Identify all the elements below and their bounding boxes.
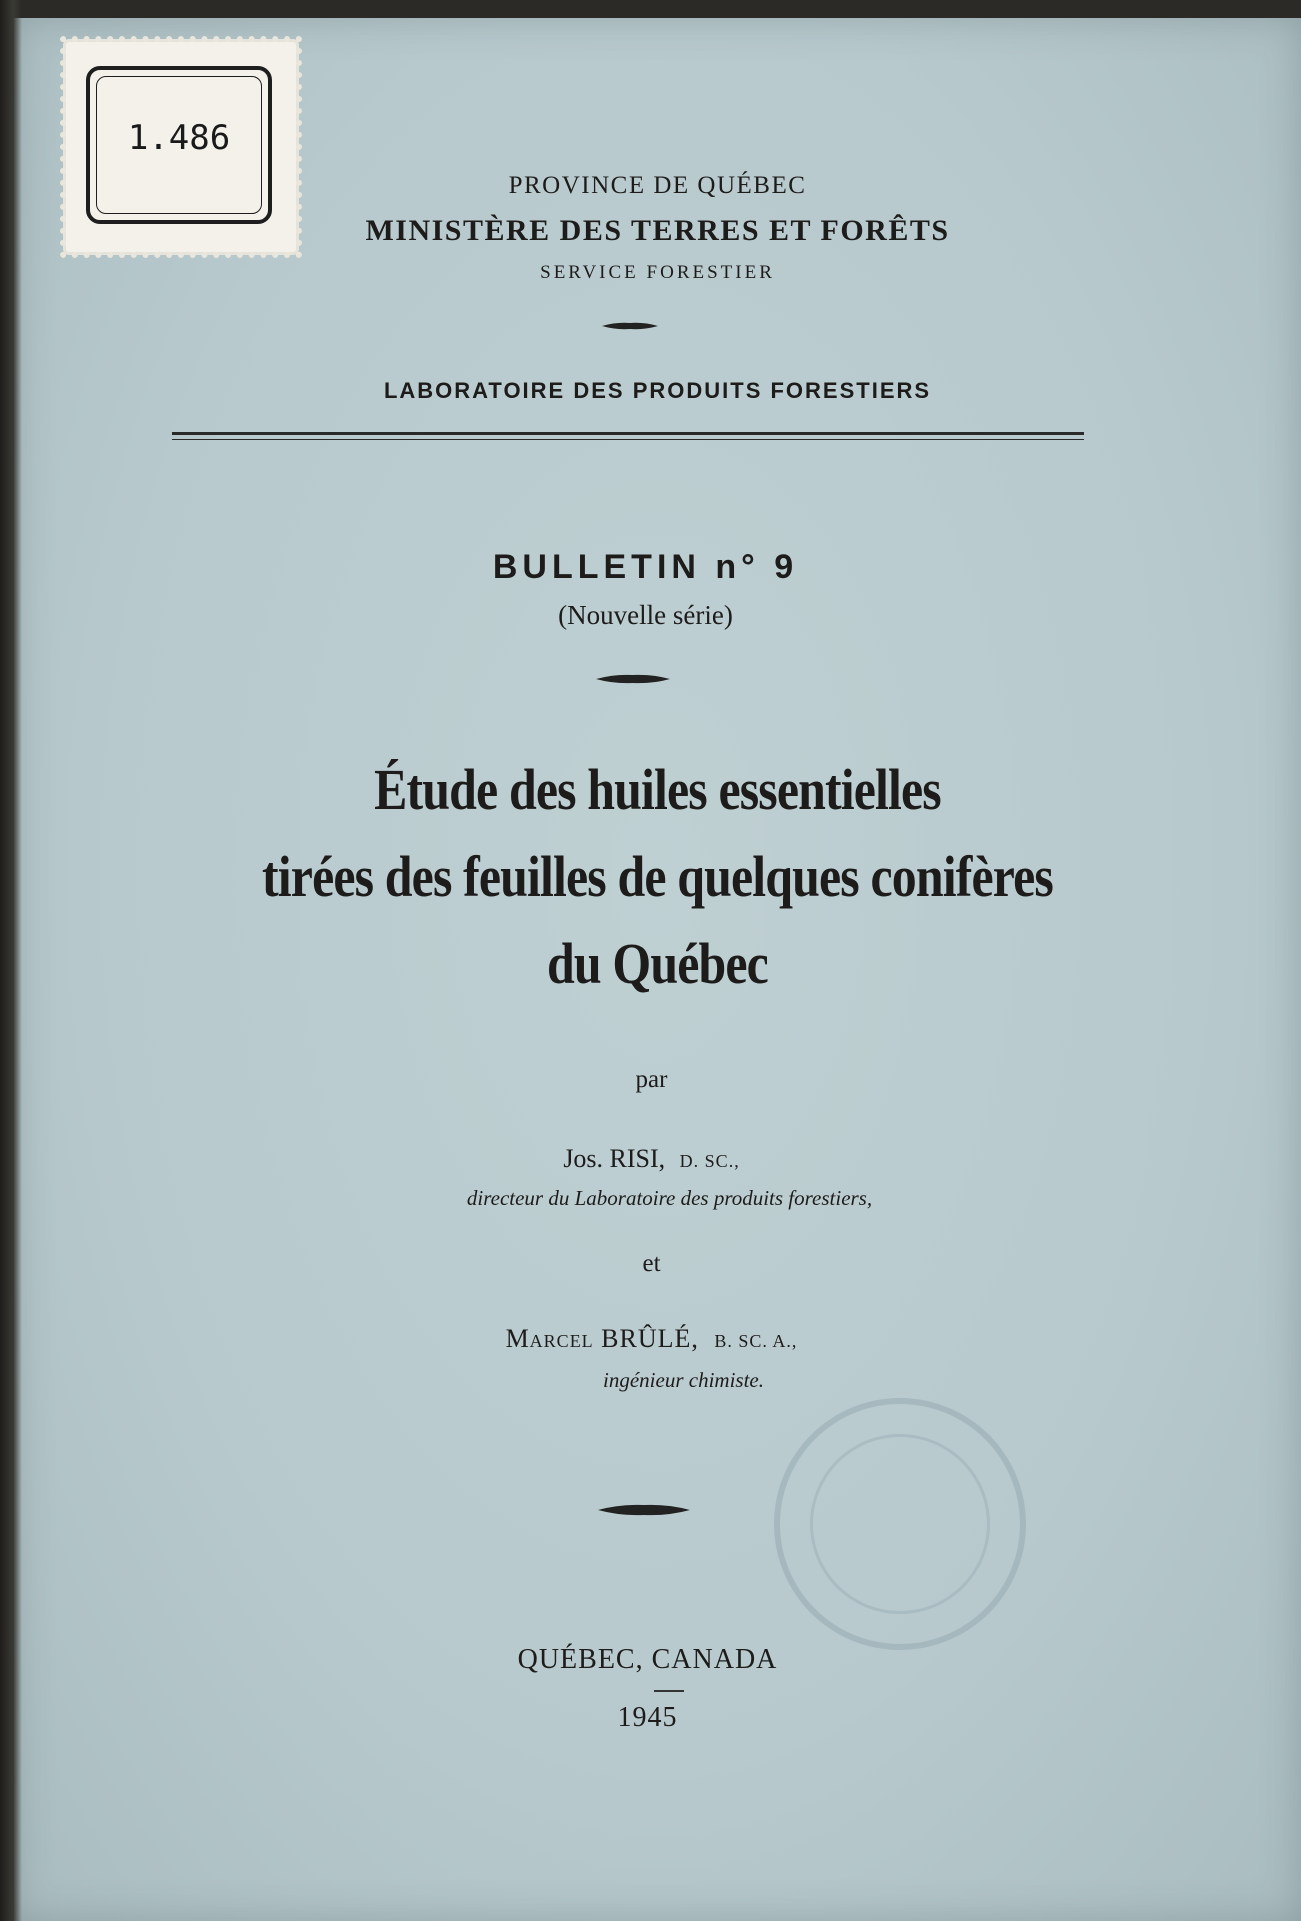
author-1 (8, 1144, 1295, 1174)
province-line: PROVINCE DE QUÉBEC (508, 172, 807, 199)
by-word: par (635, 1066, 668, 1093)
bulletin-cover (14, 18, 1301, 1921)
header-rule-thick (172, 432, 1084, 435)
ministry-line: MINISTÈRE DES TERRES ET FORÊTS (365, 214, 950, 247)
catalog-number: 1.486 (127, 118, 231, 158)
author-1-name: Jos. RISI, (563, 1144, 666, 1173)
catalog-label-frame (86, 66, 272, 224)
author-2 (8, 1324, 1295, 1354)
author-1-role: directeur du Laboratoire des produits forestiers, (466, 1186, 873, 1210)
imprint-year: 1945 (617, 1702, 678, 1733)
author-2-degree: B. SC. A., (714, 1331, 798, 1351)
author-1-degree: D. SC., (679, 1151, 740, 1171)
bulletin-series: (Nouvelle série) (558, 600, 733, 630)
ornament-dash (602, 322, 658, 330)
title-line-3: du Québec (547, 931, 768, 996)
title-line-2: tirées des feuilles de quelques conifères (262, 844, 1053, 909)
imprint-place: QUÉBEC, CANADA (517, 1644, 778, 1675)
author-2-name: Marcel BRÛLÉ, (505, 1324, 699, 1353)
title-line-1: Étude des huiles essentielles (374, 757, 941, 822)
and-word: et (642, 1250, 661, 1277)
bulletin-number: BULLETIN n° 9 (492, 548, 799, 586)
ornament-dash (596, 674, 670, 684)
ornament-dash (598, 1504, 690, 1516)
author-2-role: ingénieur chimiste. (603, 1368, 764, 1392)
header-rule-thin (172, 439, 1084, 440)
imprint-rule (654, 1690, 684, 1692)
laboratory-line: LABORATOIRE DES PRODUITS FORESTIERS (383, 378, 932, 403)
library-stamp (751, 1375, 1050, 1674)
spine-shadow (0, 0, 22, 1921)
service-line: SERVICE FORESTIER (540, 262, 775, 283)
